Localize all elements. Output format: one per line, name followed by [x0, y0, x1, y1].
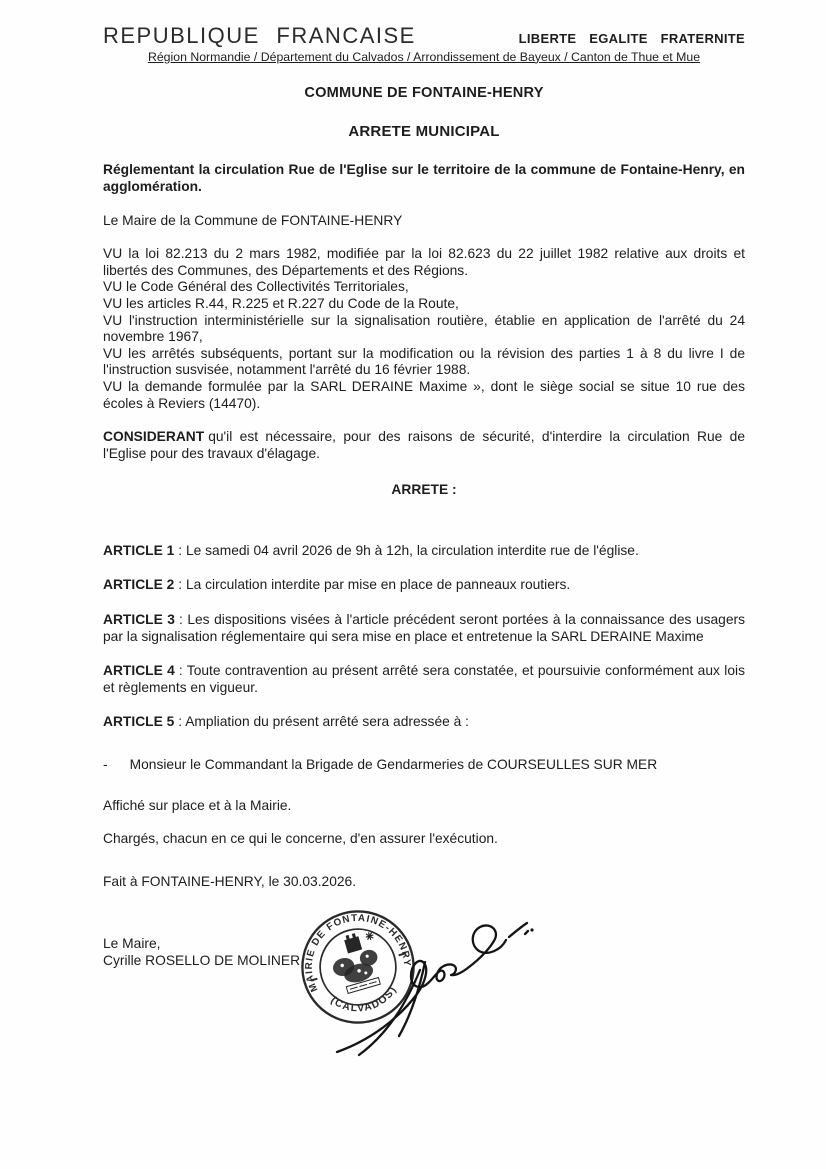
article-3-label: ARTICLE 3	[103, 612, 175, 628]
recipient-text: Monsieur le Commandant la Brigade de Gendarmeries de COURSEULLES SUR MER	[129, 757, 658, 773]
considerant-label: CONSIDERANT	[103, 429, 205, 445]
stamp-bottom-text: (CALVADOS)	[328, 984, 400, 1015]
article-3	[103, 612, 745, 645]
intro-line: Le Maire de la Commune de FONTAINE-HENRY	[103, 212, 403, 228]
vu-item: VU la demande formulée par la SARL DERAINE Maxime », dont le siège social se situe 10 rue des écoles à Reviers (14470).	[103, 378, 745, 411]
date-line: Fait à FONTAINE-HENRY, le 30.03.2026.	[103, 873, 357, 889]
document-type-title: ARRETE MUNICIPAL	[348, 122, 500, 140]
article-2	[103, 577, 745, 594]
posting-line: Affiché sur place et à la Mairie.	[103, 797, 292, 813]
republic-title: REPUBLIQUE FRANCAISE	[103, 23, 416, 48]
stamp-top-text: MAIRIE DE FONTAINE-HENRY	[303, 913, 413, 994]
recipient-dash: -	[103, 757, 108, 773]
signature-block	[103, 913, 745, 1136]
vu-item: VU le Code Général des Collectivités Territoriales,	[103, 279, 409, 295]
execution-line: Chargés, chacun en ce qui le concerne, d'en assurer l'exécution.	[103, 831, 498, 847]
signer-name: Cyrille ROSELLO DE MOLINER	[103, 953, 301, 968]
national-motto: LIBERTE EGALITE FRATERNITE	[518, 31, 745, 46]
article-1-text: : Le samedi 04 avril 2026 de 9h à 12h, la circulation interdite rue de l'église.	[178, 542, 639, 558]
signer-title: Le Maire,	[103, 936, 161, 952]
article-4-label: ARTICLE 4	[103, 663, 175, 679]
article-5-label: ARTICLE 5	[103, 714, 175, 730]
vu-item: VU l'instruction interministérielle sur la signalisation routière, établie en application de l'arrêté du 24 novembre 1967,	[103, 312, 745, 345]
recipient-line	[103, 757, 745, 774]
article-4	[103, 663, 745, 696]
article-2-text: : La circulation interdite par mise en place de panneaux routiers.	[178, 577, 571, 593]
commune-title: COMMUNE DE FONTAINE-HENRY	[304, 85, 544, 102]
subject-paragraph: Réglementant la circulation Rue de l'Eglise sur le territoire de la commune de Fontaine-Henry, en agglomération.	[103, 162, 745, 194]
signature-autograph	[329, 912, 534, 1064]
vu-item: VU les arrêtés subséquents, portant sur la modification ou la révision des parties 1 à 8 du livre I de l'instruction susvisée, notamment l'arrêté du 16 février 1988.	[103, 345, 745, 378]
considerant-paragraph	[103, 429, 745, 462]
article-1-label: ARTICLE 1	[103, 542, 175, 558]
region-line: Région Normandie / Département du Calvados / Arrondissement de Bayeux / Canton de Thue et Mue	[147, 49, 701, 64]
vu-block	[103, 246, 745, 412]
article-3-text: : Les dispositions visées à l'article précédent seront portées à la connaissance des usagers par la signalisation réglementaire qui sera mise en place et entretenue la SARL DERAINE Maxime	[103, 612, 746, 644]
considerant-text: qu'il est nécessaire, pour des raisons de sécurité, d'interdire la circulation Rue de l'Eglise pour des travaux d'élagage.	[103, 429, 745, 461]
article-1	[103, 543, 745, 560]
vu-item: VU la loi 82.213 du 2 mars 1982, modifiée par la loi 82.623 du 22 juillet 1982 relative aux droits et libertés des Communes, des Départements et des Régions.	[103, 246, 745, 278]
document-header	[103, 23, 745, 48]
article-5	[103, 714, 745, 731]
article-5-text: : Ampliation du présent arrêté sera adressée à :	[178, 714, 469, 730]
article-2-label: ARTICLE 2	[103, 577, 175, 593]
vu-item: VU les articles R.44, R.225 et R.227 du Code de la Route,	[103, 295, 459, 311]
arrete-heading: ARRETE :	[391, 482, 457, 498]
article-4-text: : Toute contravention au présent arrêté sera constatée, et poursuivie conformément aux lois et règlements en vigueur.	[103, 663, 745, 695]
